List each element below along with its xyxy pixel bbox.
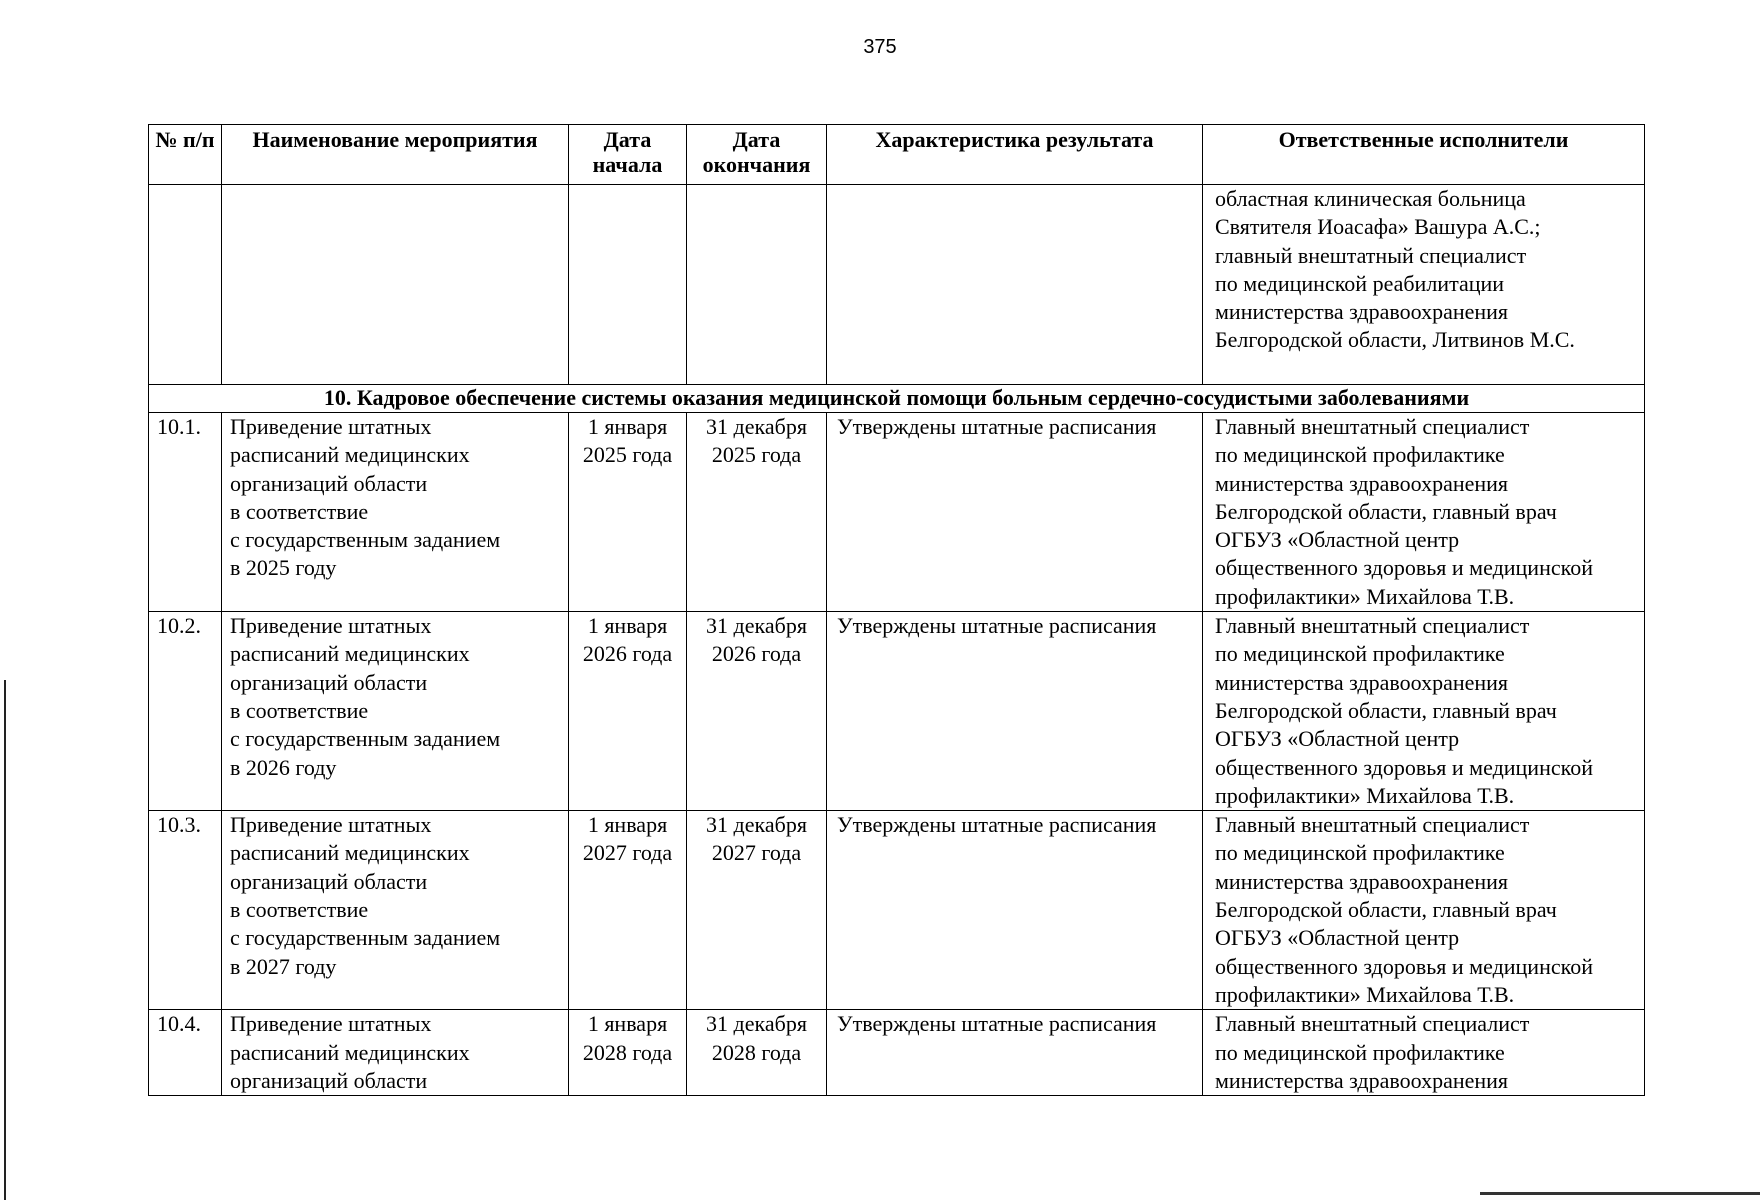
header-name: Наименование мероприятия (222, 125, 569, 185)
row-end-date: 31 декабря 2025 года (687, 413, 827, 612)
row-result: Утверждены штатные расписания (827, 1010, 1203, 1096)
table-row (149, 1010, 1645, 1096)
continuation-result (827, 185, 1203, 385)
row-start-date: 1 января 2025 года (569, 413, 687, 612)
row-name: Приведение штатных расписаний медицинских организаций области в соответствие с государственным заданием в 2026 году (222, 612, 569, 811)
row-responsible: Главный внештатный специалист по медицинской профилактике министерства здравоохранения Белгородской области, главный врач ОГБУЗ «Областной центр общественного здоровья и медицинской профилактики» Михайлова Т.В. (1203, 811, 1645, 1010)
row-start-date: 1 января 2026 года (569, 612, 687, 811)
continuation-end (687, 185, 827, 385)
row-start-date: 1 января 2027 года (569, 811, 687, 1010)
continuation-num (149, 185, 222, 385)
row-end-date: 31 декабря 2026 года (687, 612, 827, 811)
table-row (149, 413, 1645, 612)
row-responsible: Главный внештатный специалист по медицинской профилактике министерства здравоохранения Белгородской области, главный врач ОГБУЗ «Областной центр общественного здоровья и медицинской профилактики» Михайлова Т.В. (1203, 413, 1645, 612)
header-responsible: Ответственные исполнители (1203, 125, 1645, 185)
header-start-date: Дата начала (569, 125, 687, 185)
table-row (149, 811, 1645, 1010)
continuation-responsible: областная клиническая больница Святителя Иоасафа» Вашура А.С.; главный внештатный специалист по медицинской реабилитации министерства здравоохранения Белгородской области, Литвинов М.С. (1203, 185, 1645, 385)
page-number: 375 (863, 36, 897, 58)
row-name: Приведение штатных расписаний медицинских организаций области в соответствие с государственным заданием в 2027 году (222, 811, 569, 1010)
table-row (149, 612, 1645, 811)
row-result: Утверждены штатные расписания (827, 811, 1203, 1010)
section-title: 10. Кадровое обеспечение системы оказания медицинской помощи больным сердечно-сосудистыми заболеваниями (149, 385, 1645, 413)
row-num: 10.1. (149, 413, 222, 612)
row-name: Приведение штатных расписаний медицинских организаций области в соответствие с государственным заданием в 2025 году (222, 413, 569, 612)
table-header-row (149, 125, 1645, 185)
continuation-name (222, 185, 569, 385)
header-num: № п/п (149, 125, 222, 185)
row-start-date: 1 января 2028 года (569, 1010, 687, 1096)
row-name: Приведение штатных расписаний медицинских организаций области (222, 1010, 569, 1096)
header-end-date: Дата окончания (687, 125, 827, 185)
activities-table (148, 124, 1645, 1096)
scan-margin-line (4, 680, 6, 1200)
row-end-date: 31 декабря 2027 года (687, 811, 827, 1010)
header-result: Характеристика результата (827, 125, 1203, 185)
row-num: 10.3. (149, 811, 222, 1010)
row-end-date: 31 декабря 2028 года (687, 1010, 827, 1096)
continuation-start (569, 185, 687, 385)
row-num: 10.2. (149, 612, 222, 811)
row-responsible: Главный внештатный специалист по медицинской профилактике министерства здравоохранения Белгородской области, главный врач ОГБУЗ «Областной центр общественного здоровья и медицинской профилактики» Михайлова Т.В. (1203, 612, 1645, 811)
row-num: 10.4. (149, 1010, 222, 1096)
row-responsible: Главный внештатный специалист по медицинской профилактике министерства здравоохранения (1203, 1010, 1645, 1096)
continuation-row (149, 185, 1645, 385)
section-row (149, 385, 1645, 413)
row-result: Утверждены штатные расписания (827, 612, 1203, 811)
scan-bottom-line (1480, 1192, 1760, 1195)
row-result: Утверждены штатные расписания (827, 413, 1203, 612)
